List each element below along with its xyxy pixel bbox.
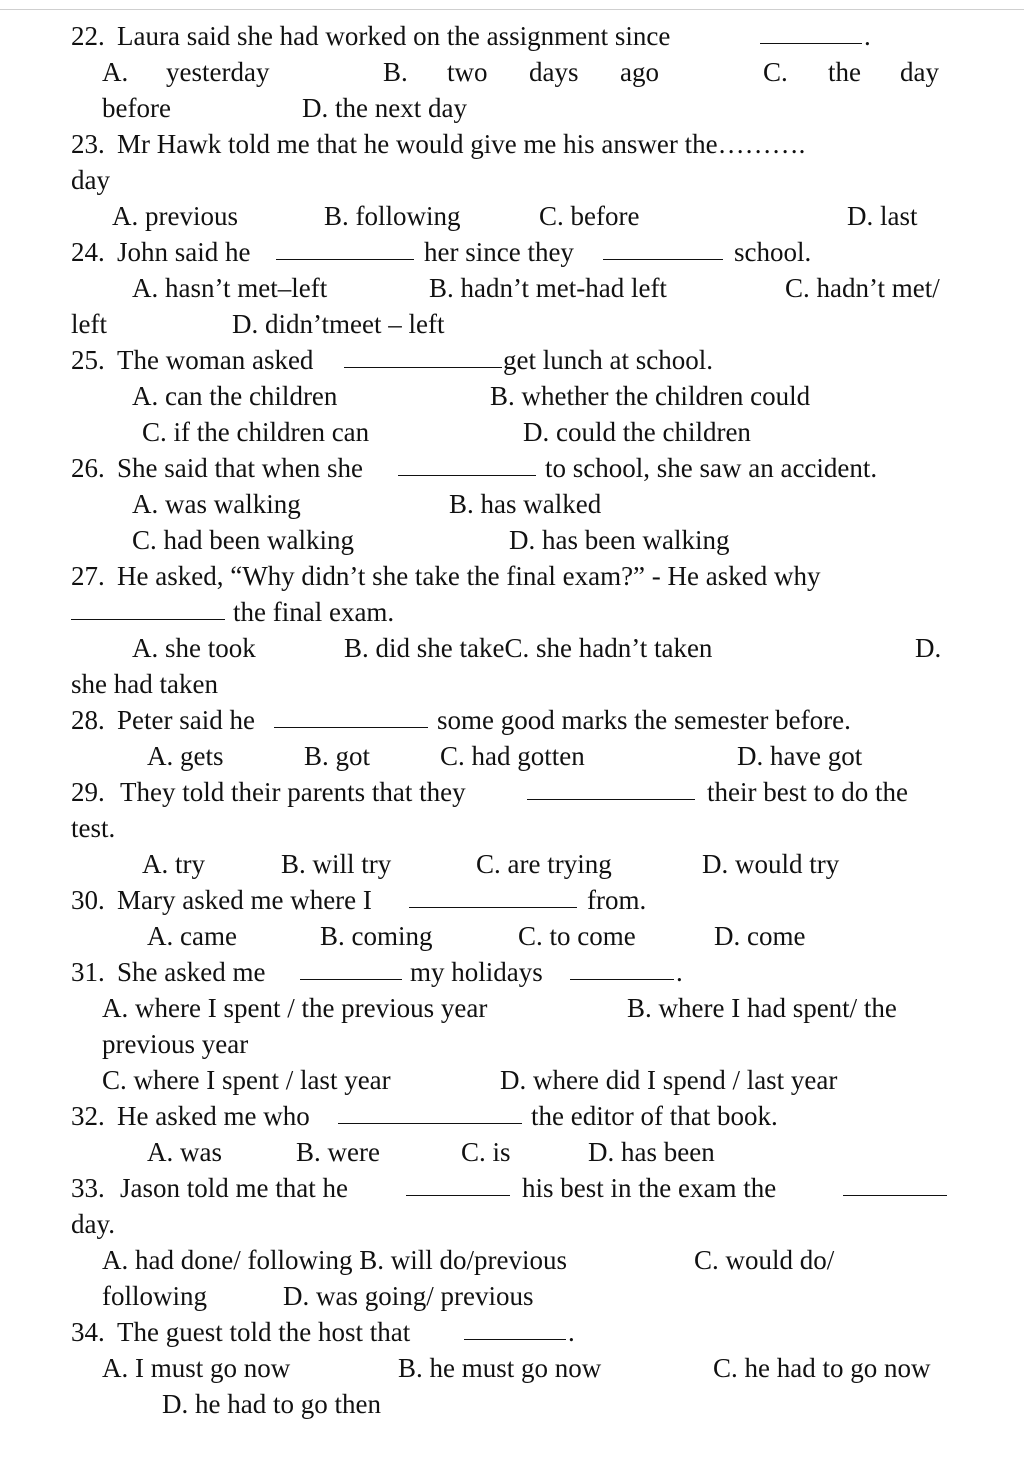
option-b: B. where I had spent/ the (627, 993, 897, 1023)
option-c: C. would do/ (694, 1245, 835, 1275)
question-stem-continued: day. (71, 1209, 115, 1239)
option-c-continued: before (102, 93, 171, 123)
question-stem-end: . (676, 957, 683, 987)
question-stem-continued: the final exam. (233, 597, 395, 627)
answer-blank (527, 774, 695, 800)
option-d-label: D. (915, 633, 942, 663)
question-stem: John said he (117, 237, 251, 267)
answer-blank (338, 1098, 522, 1124)
question-number: 26. (71, 453, 105, 483)
option-c: C. where I spent / last year (102, 1065, 391, 1095)
options-row (0, 270, 1024, 306)
options-row (0, 54, 1024, 90)
option-d: D. he had to go then (162, 1389, 381, 1419)
option-a: A. was walking (132, 489, 301, 519)
option-b: B. got (304, 741, 371, 771)
question-24 (0, 234, 1024, 270)
question-stem: his best in the exam the (522, 1173, 777, 1203)
options-row (0, 1386, 1024, 1422)
question-stem-continued: day (71, 165, 110, 195)
option-d: D. was going/ previous (283, 1281, 534, 1311)
question-31 (0, 954, 1024, 990)
option-b: B. were (296, 1137, 380, 1167)
question-stem: He asked me who (117, 1101, 310, 1131)
option-b: B. following (324, 201, 461, 231)
options-row (0, 1350, 1024, 1386)
option-c: C. hadn’t met/ (785, 273, 940, 303)
option-a: A. hasn’t met–left (132, 273, 328, 303)
option-b: B. whether the children could (490, 381, 811, 411)
question-stem: She asked me (117, 957, 266, 987)
question-number: 25. (71, 345, 105, 375)
question-stem: Jason told me that he (120, 1173, 348, 1203)
question-stem: her since they (424, 237, 574, 267)
question-number: 27. (71, 561, 105, 591)
option-d: D. where did I spend / last year (500, 1065, 838, 1095)
options-row (0, 846, 1024, 882)
option-c: C. had gotten (440, 741, 585, 771)
question-stem-end: . (568, 1317, 575, 1347)
option-c: C. is (461, 1137, 511, 1167)
options-row (0, 1062, 1024, 1098)
option-c-continued: left (71, 309, 107, 339)
question-number: 34. (71, 1317, 105, 1347)
options-row (0, 738, 1024, 774)
question-stem-end: from. (587, 885, 647, 915)
option-a: A. she took (132, 633, 256, 663)
question-23 (0, 126, 1024, 162)
options-row (0, 918, 1024, 954)
question-stem-continued-row (0, 162, 1024, 198)
options-row (0, 198, 1024, 234)
option-d-continued: she had taken (71, 669, 218, 699)
question-stem-end: the editor of that book. (531, 1101, 778, 1131)
question-29 (0, 774, 1024, 810)
options-row (0, 990, 1024, 1026)
question-stem: She said that when she (117, 453, 363, 483)
question-27 (0, 558, 1024, 594)
option-c-continued: following (102, 1281, 207, 1311)
answer-blank (464, 1314, 566, 1340)
question-stem-end: get lunch at school. (503, 345, 713, 375)
option-d: D. didn’tmeet – left (232, 309, 445, 339)
question-number: 30. (71, 885, 105, 915)
question-stem: Mr Hawk told me that he would give me his answer the………. (117, 129, 806, 159)
question-stem-end: some good marks the semester before. (437, 705, 851, 735)
question-32 (0, 1098, 1024, 1134)
question-stem-continued-row (0, 594, 1024, 630)
options-row (0, 630, 1024, 666)
answer-blank (276, 234, 414, 260)
question-stem-continued: test. (71, 813, 116, 843)
options-row (0, 486, 1024, 522)
answer-blank (300, 954, 402, 980)
options-row (0, 522, 1024, 558)
option-a-text: yesterday (166, 57, 270, 87)
option-d: D. could the children (523, 417, 751, 447)
answer-blank (603, 234, 723, 260)
question-stem: The guest told the host that (117, 1317, 411, 1347)
question-28 (0, 702, 1024, 738)
question-stem: The woman asked (117, 345, 314, 375)
option-a-b: A. had done/ following B. will do/previous (102, 1245, 567, 1275)
option-a: A. came (147, 921, 237, 951)
question-number: 23. (71, 129, 105, 159)
answer-blank (274, 702, 428, 728)
question-stem-end: . (864, 21, 871, 51)
question-stem: Peter said he (117, 705, 255, 735)
question-number: 22. (71, 21, 105, 51)
option-b-word: two (447, 57, 488, 87)
option-d: D. would try (702, 849, 840, 879)
answer-blank (406, 1170, 510, 1196)
question-stem-end: to school, she saw an accident. (545, 453, 878, 483)
question-22 (0, 18, 1024, 54)
options-row (0, 1026, 1024, 1062)
question-stem: He asked, “Why didn’t she take the final exam?” - He asked why (117, 561, 821, 591)
question-number: 33. (71, 1173, 105, 1203)
option-b-continued: previous year (102, 1029, 249, 1059)
options-row (0, 306, 1024, 342)
option-b-label: B. (383, 57, 408, 87)
question-30 (0, 882, 1024, 918)
option-c: C. if the children can (142, 417, 370, 447)
options-row (0, 1134, 1024, 1170)
option-c-word: the (828, 57, 861, 87)
question-stem: Laura said she had worked on the assignment since (117, 21, 671, 51)
answer-blank (344, 342, 502, 368)
options-row (0, 1278, 1024, 1314)
option-b: B. will try (281, 849, 392, 879)
question-stem-continued-row (0, 1206, 1024, 1242)
option-a: A. was (147, 1137, 222, 1167)
option-a: A. I must go now (102, 1353, 291, 1383)
options-row (0, 666, 1024, 702)
options-row (0, 90, 1024, 126)
answer-blank (570, 954, 674, 980)
question-stem-end: school. (734, 237, 812, 267)
answer-blank (71, 594, 225, 620)
question-list (0, 18, 1024, 1422)
options-row (0, 414, 1024, 450)
question-number: 24. (71, 237, 105, 267)
options-row (0, 378, 1024, 414)
option-b: B. hadn’t met-had left (429, 273, 667, 303)
option-a-label: A. (102, 57, 129, 87)
option-b-word: ago (620, 57, 659, 87)
question-stem: Mary asked me where I (117, 885, 372, 915)
option-c: C. had been walking (132, 525, 354, 555)
option-a: A. where I spent / the previous year (102, 993, 488, 1023)
option-c-word: day (900, 57, 939, 87)
answer-blank (409, 882, 577, 908)
option-a: A. previous (112, 201, 238, 231)
answer-blank (398, 450, 536, 476)
question-33 (0, 1170, 1024, 1206)
option-a: A. try (142, 849, 205, 879)
option-d: D. last (847, 201, 918, 231)
question-34 (0, 1314, 1024, 1350)
option-c: C. he had to go now (713, 1353, 931, 1383)
question-stem-continued-row (0, 810, 1024, 846)
option-d: D. has been (588, 1137, 715, 1167)
option-b: B. has walked (449, 489, 602, 519)
option-d: D. come (714, 921, 806, 951)
top-edge (0, 0, 1024, 10)
option-d: D. has been walking (509, 525, 730, 555)
option-c-label: C. (763, 57, 788, 87)
option-c: C. before (539, 201, 640, 231)
option-a: A. gets (147, 741, 224, 771)
option-b: B. coming (320, 921, 433, 951)
question-stem: They told their parents that they (120, 777, 466, 807)
question-stem: my holidays (410, 957, 543, 987)
question-stem-end: their best to do the (707, 777, 908, 807)
question-26 (0, 450, 1024, 486)
options-row (0, 1242, 1024, 1278)
answer-blank (760, 18, 862, 44)
question-number: 29. (71, 777, 105, 807)
option-c: C. to come (518, 921, 636, 951)
option-b-word: days (529, 57, 579, 87)
answer-blank (843, 1170, 947, 1196)
option-c: C. are trying (476, 849, 612, 879)
option-d: D. the next day (302, 93, 467, 123)
question-number: 31. (71, 957, 105, 987)
question-number: 28. (71, 705, 105, 735)
question-25 (0, 342, 1024, 378)
question-number: 32. (71, 1101, 105, 1131)
option-b: B. he must go now (398, 1353, 602, 1383)
option-a: A. can the children (132, 381, 338, 411)
option-d: D. have got (737, 741, 863, 771)
option-b-c: B. did she takeC. she hadn’t taken (344, 633, 713, 663)
